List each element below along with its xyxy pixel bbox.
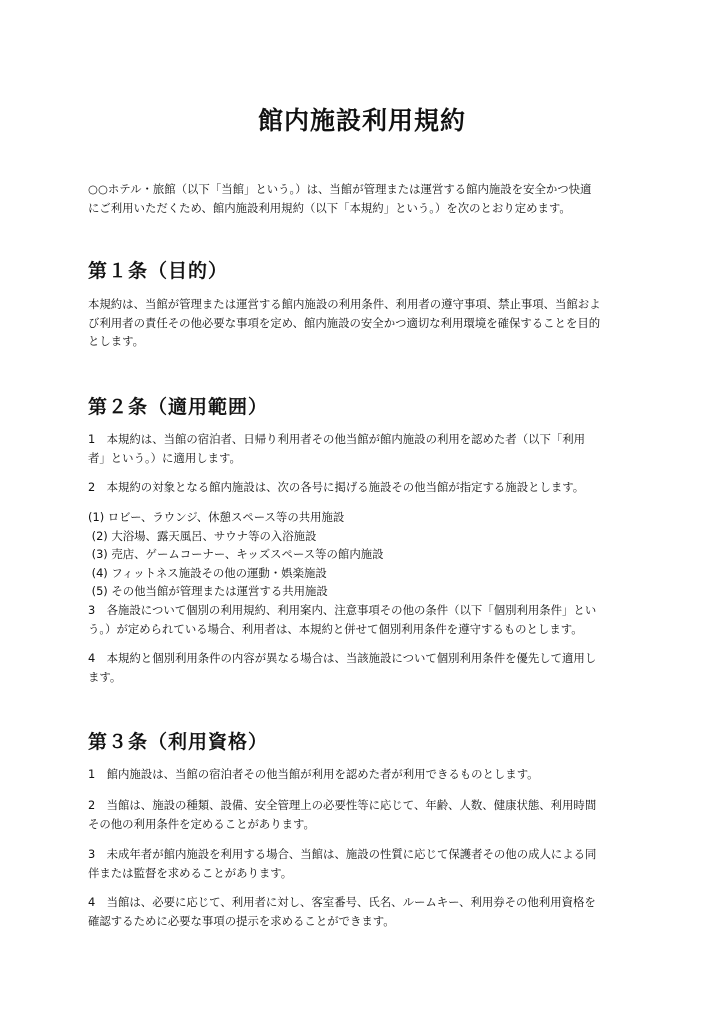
text-line: その他の利用条件を定めることがあります。 (88, 816, 315, 831)
text-line: 3 各施設について個別の利用規約、利用案内、注意事項その他の条件（以下「個別利用条件」とい (88, 603, 597, 617)
list-item: (5) その他当館が管理または運営する共用施設 (88, 584, 328, 598)
article-1-heading: 第１条（目的） (88, 260, 229, 282)
text-line: ○○ホテル・旅館（以下「当館」という。）は、当館が管理または運営する館内施設を安全かつ快適 (88, 182, 592, 196)
list-item: (3) 売店、ゲームコーナー、キッズスペース等の館内施設 (88, 547, 384, 561)
text-line: う。）が定められている場合、利用者は、本規約と併せて個別利用条件を遵守するものとします。 (88, 621, 583, 636)
text-line: 者」という。）に適用します。 (88, 450, 241, 465)
article-2-paragraph-3 (88, 601, 648, 638)
list-item: (4) フィットネス施設その他の運動・娯楽施設 (88, 565, 327, 580)
text-line: 3 未成年者が館内施設を利用する場合、当館は、施設の性質に応じて保護者その他の成人による同 (88, 847, 597, 861)
article-2-paragraph-4 (88, 649, 648, 686)
article-3-paragraph-2 (88, 796, 648, 833)
text-line: 2 本規約の対象となる館内施設は、次の各号に掲げる施設その他当館が指定する施設とします。 (88, 480, 585, 494)
article-3-paragraph-3 (88, 845, 648, 882)
article-3-paragraph-1 (88, 765, 648, 784)
text-line: 本規約は、当館が管理または運営する館内施設の利用条件、利用者の遵守事項、禁止事項、当館およ (88, 297, 601, 311)
text-line: び利用者の責任その他必要な事項を定め、館内施設の安全かつ適切な利用環境を確保することを目的 (88, 315, 601, 330)
text-line: 確認するために必要な事項の提示を求めることができます。 (88, 913, 395, 928)
article-3-paragraph-4 (88, 893, 648, 930)
text-line: にご利用いただくため、館内施設利用規約（以下「本規約」という。）を次のとおり定めます。 (88, 200, 571, 215)
list-item: (2) 大浴場、露天風呂、サウナ等の入浴施設 (88, 528, 317, 543)
article-2-paragraph-1 (88, 430, 648, 467)
text-line: とします。 (88, 334, 145, 348)
page-title: 館内施設利用規約 (257, 106, 466, 135)
article-3-heading: 第３条（利用資格） (88, 731, 269, 753)
text-line: 伴または監督を求めることがあります。 (88, 865, 293, 880)
text-line: ます。 (88, 669, 122, 684)
list-item: (1) ロビー、ラウンジ、休憩スペース等の共用施設 (88, 510, 345, 524)
article-2-paragraph-2 (88, 478, 648, 497)
article-1-body (88, 295, 648, 351)
text-line: 4 当館は、必要に応じて、利用者に対し、客室番号、氏名、ルームキー、利用券その他利用資格を (88, 895, 596, 909)
article-2-facility-list (88, 508, 648, 601)
intro-paragraph (88, 180, 648, 217)
text-line: 1 本規約は、当館の宿泊者、日帰り利用者その他当館が館内施設の利用を認めた者（以下「利用 (88, 432, 586, 446)
text-line: 1 館内施設は、当館の宿泊者その他当館が利用を認めた者が利用できるものとします。 (88, 767, 539, 781)
text-line: 4 本規約と個別利用条件の内容が異なる場合は、当該施設について個別利用条件を優先して適用し (88, 651, 597, 665)
text-line: 2 当館は、施設の種類、設備、安全管理上の必要性等に応じて、年齢、人数、健康状態、利用時間 (88, 798, 597, 812)
article-2-heading: 第２条（適用範囲） (88, 396, 269, 418)
